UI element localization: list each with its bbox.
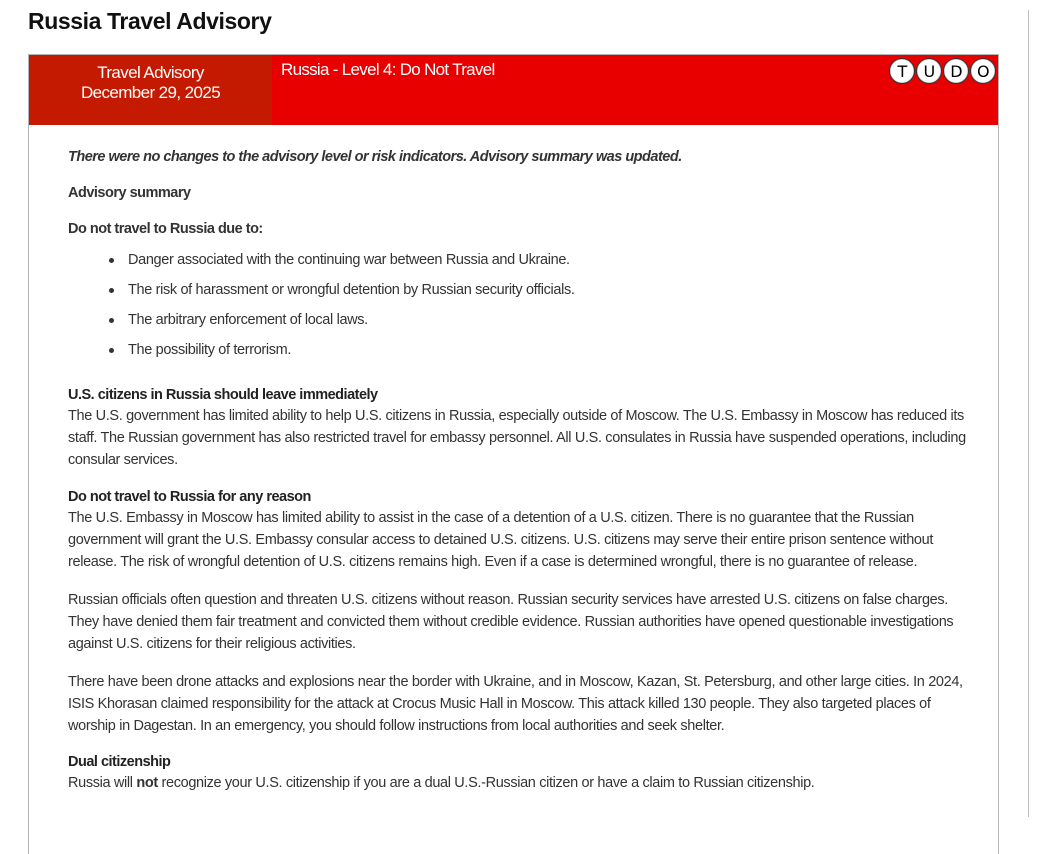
text-after: recognize your U.S. citizenship if you are a dual U.S.-Russian citizen or have a claim to Russian citizenship.: [157, 774, 815, 791]
section-dual-citizenship: [68, 752, 968, 794]
risk-indicator-terrorism-icon[interactable]: T: [889, 58, 915, 84]
list-item: Danger associated with the continuing war between Russia and Ukraine.: [128, 251, 998, 269]
paragraph-officials: Russian officials often question and threaten U.S. citizens without reason. Russian security services have arrested U.S. citizens on false charges. They have denied them fair treatment and convicted them without credible evidence. Russian authorities have opened questionable investigations against U.S. citizens for their religious activities.: [68, 592, 954, 652]
advisory-header: [29, 55, 998, 125]
emphasis-not: not: [136, 774, 158, 791]
risk-indicator-unrest-icon[interactable]: U: [916, 58, 942, 84]
advisory-date-cell: [29, 55, 272, 125]
advisory-level-cell: [272, 55, 998, 125]
reasons-list: [68, 251, 998, 359]
risk-indicator-detention-icon[interactable]: D: [943, 58, 969, 84]
paragraph-attacks: There have been drone attacks and explosions near the border with Ukraine, and in Moscow, Kazan, St. Petersburg, and other large cities. In 2024, ISIS Khorasan claimed responsibility for the attack at Crocus Music Hall in Moscow. This attack killed 130 people. They also targeted places of worship in Dagestan. In an emergency, you should follow instructions from local authorities and seek shelter.: [68, 674, 963, 734]
list-item: The risk of harassment or wrongful detention by Russian security officials.: [128, 281, 998, 299]
section-heading: Dual citizenship: [68, 753, 171, 770]
list-item: The arbitrary enforcement of local laws.: [128, 311, 998, 329]
section-text: The U.S. Embassy in Moscow has limited ability to assist in the case of a detention of a U.S. citizen. There is no guarantee that the Russian government will grant the U.S. Embassy consular access to detained U.S. citizens. U.S. citizens may serve their entire prison sentence without release. The risk of wrongful detention of U.S. citizens remains high. Even if a case is determined wrongful, there is no guarantee of release.: [68, 510, 934, 570]
text-before: Russia will: [68, 774, 137, 791]
page-title: Russia Travel Advisory: [28, 8, 272, 34]
risk-indicators: [889, 58, 996, 84]
summary-heading: Advisory summary: [68, 185, 191, 201]
page-divider: [1028, 10, 1029, 817]
section-any-reason: [68, 487, 968, 573]
section-leave-immediately: [68, 385, 968, 471]
advisory-level-title: Russia - Level 4: Do Not Travel: [281, 60, 495, 79]
advisory-date: December 29, 2025: [80, 83, 221, 102]
section-heading: U.S. citizens in Russia should leave immediately: [68, 387, 378, 403]
section-text: The U.S. government has limited ability to help U.S. citizens in Russia, especially outside of Moscow. The U.S. Embassy in Moscow has reduced its staff. The Russian government has also restricted travel for embassy personnel. All U.S. consulates in Russia have suspended operations, including consular services.: [68, 408, 966, 468]
reasons-intro: Do not travel to Russia due to:: [68, 221, 263, 237]
risk-indicator-other-icon[interactable]: O: [970, 58, 996, 84]
list-item: The possibility of terrorism.: [128, 341, 998, 359]
section-heading: Do not travel to Russia for any reason: [68, 489, 311, 505]
advisory-date-label: Travel Advisory: [97, 63, 204, 82]
section-text: [68, 772, 968, 794]
advisory-body: [29, 125, 998, 794]
update-note: There were no changes to the advisory level or risk indicators. Advisory summary was updated.: [68, 149, 682, 165]
advisory-box: [28, 54, 999, 854]
